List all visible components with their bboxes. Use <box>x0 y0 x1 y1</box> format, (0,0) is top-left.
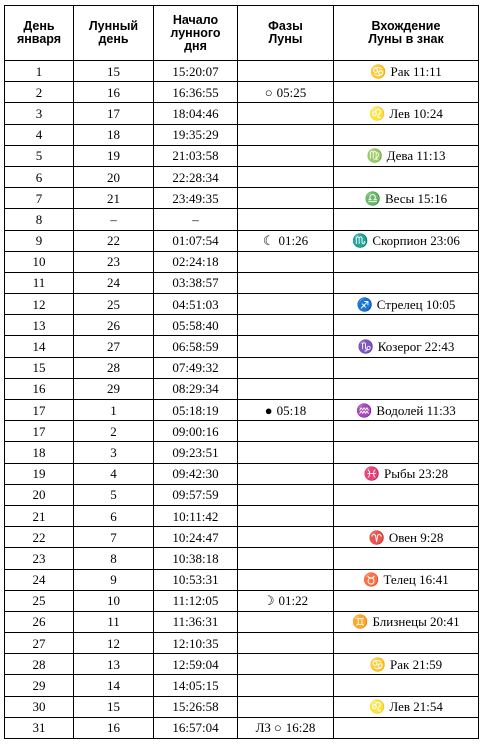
lunar-day-cell: 23 <box>74 251 154 272</box>
start-time-cell: 02:24:18 <box>154 251 238 272</box>
day-cell: 17 <box>5 400 74 421</box>
lunar-day-cell: 14 <box>74 675 154 696</box>
day-cell: 22 <box>5 527 74 548</box>
table-row <box>5 421 479 442</box>
sign-cell <box>334 230 479 251</box>
table-row <box>5 484 479 505</box>
day-cell: 8 <box>5 209 74 230</box>
start-time-cell: 12:10:35 <box>154 633 238 654</box>
sign-cell <box>334 378 479 399</box>
phase-cell <box>238 590 334 611</box>
table-row <box>5 124 479 145</box>
lunar-day-cell: 8 <box>74 548 154 569</box>
lunar-day-cell: 2 <box>74 421 154 442</box>
lunar-day-cell: 22 <box>74 230 154 251</box>
sign-entry-text: Козерог 22:43 <box>377 339 455 355</box>
start-time-cell: 16:57:04 <box>154 717 238 738</box>
sign-cell <box>334 166 479 187</box>
lunar-day-cell: 28 <box>74 357 154 378</box>
lunar-day-cell: – <box>74 209 154 230</box>
phase-cell <box>238 61 334 82</box>
start-time-cell: – <box>154 209 238 230</box>
header-lunar-day <box>74 6 154 61</box>
sign-cell <box>334 696 479 717</box>
table-row <box>5 336 479 357</box>
table-row <box>5 442 479 463</box>
start-time-cell: 09:42:30 <box>154 463 238 484</box>
sagittarius-icon: ♐ <box>356 296 373 312</box>
sign-cell <box>334 61 479 82</box>
start-time-cell: 07:49:32 <box>154 357 238 378</box>
sign-cell <box>334 569 479 590</box>
day-cell: 20 <box>5 484 74 505</box>
table-row <box>5 230 479 251</box>
sign-entry-text: Лев 21:54 <box>389 699 443 715</box>
table-row <box>5 675 479 696</box>
phase-cell <box>238 251 334 272</box>
sign-cell <box>334 484 479 505</box>
sign-entry-text: Водолей 11:33 <box>376 402 456 418</box>
lunar-day-cell: 4 <box>74 463 154 484</box>
lunar-day-cell: 21 <box>74 188 154 209</box>
pisces-icon: ♓ <box>363 466 380 482</box>
full-moon-icon: ○ <box>273 720 282 736</box>
lunar-day-cell: 24 <box>74 272 154 293</box>
day-cell: 30 <box>5 696 74 717</box>
header-line: День <box>23 19 55 33</box>
start-time-cell: 09:23:51 <box>154 442 238 463</box>
table-row <box>5 294 479 315</box>
start-time-cell: 09:57:59 <box>154 484 238 505</box>
phase-time: 05:18 <box>276 402 307 418</box>
start-time-cell: 18:04:46 <box>154 103 238 124</box>
start-time-cell: 15:26:58 <box>154 696 238 717</box>
lunar-day-cell: 26 <box>74 315 154 336</box>
sign-cell <box>334 124 479 145</box>
phase-cell <box>238 527 334 548</box>
phase-cell <box>238 124 334 145</box>
lunar-day-cell: 18 <box>74 124 154 145</box>
day-cell: 23 <box>5 548 74 569</box>
sign-entry-text: Телец 16:41 <box>383 572 449 588</box>
header-line: Луны <box>268 32 303 46</box>
day-cell: 14 <box>5 336 74 357</box>
header-line: Вхождение <box>371 19 441 33</box>
phase-cell <box>238 357 334 378</box>
table-row <box>5 548 479 569</box>
table-row <box>5 505 479 526</box>
day-cell: 21 <box>5 505 74 526</box>
header-lunar-day-start <box>154 6 238 61</box>
table-row <box>5 696 479 717</box>
scorpio-icon: ♏ <box>352 233 369 249</box>
day-cell: 29 <box>5 675 74 696</box>
table-row <box>5 103 479 124</box>
phase-cell <box>238 378 334 399</box>
start-time-cell: 16:36:55 <box>154 82 238 103</box>
sign-cell <box>334 590 479 611</box>
phase-cell <box>238 675 334 696</box>
day-cell: 27 <box>5 633 74 654</box>
cancer-icon: ♋ <box>370 63 387 79</box>
sign-cell <box>334 421 479 442</box>
lunar-day-cell: 10 <box>74 590 154 611</box>
phase-cell <box>238 611 334 632</box>
lunar-day-cell: 20 <box>74 166 154 187</box>
table-row <box>5 463 479 484</box>
sign-entry-text: Рак 11:11 <box>390 63 442 79</box>
table-row <box>5 166 479 187</box>
table-row <box>5 569 479 590</box>
day-cell: 18 <box>5 442 74 463</box>
phase-cell <box>238 166 334 187</box>
start-time-cell: 05:18:19 <box>154 400 238 421</box>
lunar-day-cell: 13 <box>74 654 154 675</box>
table-body <box>5 61 479 739</box>
phase-time: 01:22 <box>278 593 309 609</box>
day-cell: 6 <box>5 166 74 187</box>
day-cell: 24 <box>5 569 74 590</box>
cancer-icon: ♋ <box>369 656 386 672</box>
phase-cell <box>238 505 334 526</box>
start-time-cell: 22:28:34 <box>154 166 238 187</box>
lunar-day-cell: 15 <box>74 696 154 717</box>
day-cell: 19 <box>5 463 74 484</box>
table-row <box>5 590 479 611</box>
leo-icon: ♌ <box>369 699 386 715</box>
start-time-cell: 08:29:34 <box>154 378 238 399</box>
header-line: лунного <box>170 25 221 40</box>
libra-icon: ♎ <box>364 190 382 206</box>
sign-entry-text: Весы 15:16 <box>385 190 448 206</box>
table-row <box>5 209 479 230</box>
phase-cell <box>238 569 334 590</box>
sign-entry-text: Близнецы 20:41 <box>372 614 460 630</box>
capricorn-icon: ♑ <box>357 339 374 355</box>
lunar-day-cell: 5 <box>74 484 154 505</box>
table-row <box>5 188 479 209</box>
phase-time: 16:28 <box>285 720 316 736</box>
lunar-day-cell: 9 <box>74 569 154 590</box>
sign-entry-text: Рыбы 23:28 <box>384 466 449 482</box>
start-time-cell: 06:58:59 <box>154 336 238 357</box>
table-row <box>5 654 479 675</box>
header-line: Лунный <box>88 19 139 33</box>
table-row <box>5 145 479 166</box>
day-cell: 4 <box>5 124 74 145</box>
table-row <box>5 315 479 336</box>
start-time-cell: 10:24:47 <box>154 527 238 548</box>
day-cell: 2 <box>5 82 74 103</box>
sign-cell <box>334 336 479 357</box>
phase-cell <box>238 82 334 103</box>
header-row <box>5 6 479 61</box>
start-time-cell: 15:20:07 <box>154 61 238 82</box>
sign-cell <box>334 82 479 103</box>
phase-cell <box>238 463 334 484</box>
leo-icon: ♌ <box>369 105 386 121</box>
day-cell: 11 <box>5 272 74 293</box>
sign-cell <box>334 315 479 336</box>
table-row <box>5 82 479 103</box>
phase-cell <box>238 336 334 357</box>
start-time-cell: 09:00:16 <box>154 421 238 442</box>
phase-cell <box>238 442 334 463</box>
sign-cell <box>334 463 479 484</box>
sign-entry-text: Стрелец 10:05 <box>376 296 456 312</box>
lunar-day-cell: 25 <box>74 294 154 315</box>
header-line: день <box>98 32 129 46</box>
day-cell: 28 <box>5 654 74 675</box>
header-line: января <box>16 32 62 46</box>
start-time-cell: 23:49:35 <box>154 188 238 209</box>
sign-cell <box>334 442 479 463</box>
start-time-cell: 11:36:31 <box>154 611 238 632</box>
lunar-day-cell: 27 <box>74 336 154 357</box>
day-cell: 26 <box>5 611 74 632</box>
sign-cell <box>334 611 479 632</box>
day-cell: 15 <box>5 357 74 378</box>
sign-cell <box>334 505 479 526</box>
start-time-cell: 10:38:18 <box>154 548 238 569</box>
lunar-day-cell: 11 <box>74 611 154 632</box>
table-row <box>5 400 479 421</box>
sign-entry-text: Лев 10:24 <box>389 105 443 121</box>
lunar-day-cell: 19 <box>74 145 154 166</box>
sign-cell <box>334 357 479 378</box>
day-cell: 1 <box>5 61 74 82</box>
virgo-icon: ♍ <box>366 148 383 164</box>
sign-cell <box>334 654 479 675</box>
phase-cell <box>238 717 334 738</box>
aquarius-icon: ♒ <box>356 402 373 418</box>
taurus-icon: ♉ <box>363 572 380 588</box>
sign-cell <box>334 633 479 654</box>
sign-cell <box>334 294 479 315</box>
phase-cell <box>238 548 334 569</box>
sign-cell <box>334 548 479 569</box>
header-day-of-january <box>5 6 74 61</box>
new-moon-icon: ● <box>264 402 273 418</box>
lunar-calendar-table <box>4 5 479 739</box>
start-time-cell: 11:12:05 <box>154 590 238 611</box>
lunar-day-cell: 1 <box>74 400 154 421</box>
table-row <box>5 378 479 399</box>
start-time-cell: 10:53:31 <box>154 569 238 590</box>
day-cell: 7 <box>5 188 74 209</box>
header-moon-sign-entry <box>334 6 479 61</box>
sign-cell <box>334 188 479 209</box>
day-cell: 13 <box>5 315 74 336</box>
header-line: Начало <box>172 12 219 27</box>
sign-entry-text: Овен 9:28 <box>388 529 444 545</box>
start-time-cell: 04:51:03 <box>154 294 238 315</box>
table-row <box>5 717 479 738</box>
phase-cell <box>238 696 334 717</box>
phase-cell <box>238 272 334 293</box>
lunar-day-cell: 6 <box>74 505 154 526</box>
start-time-cell: 21:03:58 <box>154 145 238 166</box>
phase-cell <box>238 484 334 505</box>
table-row <box>5 251 479 272</box>
day-cell: 3 <box>5 103 74 124</box>
lunar-day-cell: 15 <box>74 61 154 82</box>
sign-cell <box>334 272 479 293</box>
sign-entry-text: Дева 11:13 <box>386 148 446 164</box>
day-cell: 31 <box>5 717 74 738</box>
table-header <box>5 6 479 61</box>
sign-cell <box>334 675 479 696</box>
header-line: Фазы <box>268 19 303 33</box>
gemini-icon: ♊ <box>352 614 369 630</box>
phase-cell <box>238 654 334 675</box>
phase-time: 05:25 <box>276 84 307 100</box>
table-row <box>5 61 479 82</box>
start-time-cell: 10:11:42 <box>154 505 238 526</box>
lunar-day-cell: 17 <box>74 103 154 124</box>
table-row <box>5 611 479 632</box>
start-time-cell: 05:58:40 <box>154 315 238 336</box>
day-cell: 16 <box>5 378 74 399</box>
phase-prefix: ЛЗ <box>255 720 271 736</box>
phase-cell <box>238 209 334 230</box>
phase-cell <box>238 145 334 166</box>
phase-cell <box>238 633 334 654</box>
phase-time: 01:26 <box>278 233 309 249</box>
header-line: Луны в знак <box>368 32 444 46</box>
sign-cell <box>334 251 479 272</box>
sign-cell <box>334 209 479 230</box>
phase-cell <box>238 103 334 124</box>
sign-cell <box>334 717 479 738</box>
day-cell: 5 <box>5 145 74 166</box>
full-moon-icon: ○ <box>264 84 273 100</box>
lunar-day-cell: 29 <box>74 378 154 399</box>
table-row <box>5 272 479 293</box>
lunar-day-cell: 16 <box>74 717 154 738</box>
start-time-cell: 03:38:57 <box>154 272 238 293</box>
lunar-day-cell: 7 <box>74 527 154 548</box>
lunar-day-cell: 3 <box>74 442 154 463</box>
day-cell: 25 <box>5 590 74 611</box>
start-time-cell: 19:35:29 <box>154 124 238 145</box>
sign-entry-text: Рак 21:59 <box>390 656 443 672</box>
phase-cell <box>238 400 334 421</box>
day-cell: 12 <box>5 294 74 315</box>
start-time-cell: 01:07:54 <box>154 230 238 251</box>
last-quarter-moon-icon: ☾ <box>262 233 275 249</box>
lunar-day-cell: 16 <box>74 82 154 103</box>
lunar-day-cell: 12 <box>74 633 154 654</box>
aries-icon: ♈ <box>368 529 385 545</box>
phase-cell <box>238 294 334 315</box>
phase-cell <box>238 315 334 336</box>
sign-cell <box>334 145 479 166</box>
sign-entry-text: Скорпион 23:06 <box>372 233 460 249</box>
first-quarter-moon-icon: ☽ <box>262 593 275 609</box>
sign-cell <box>334 400 479 421</box>
table-row <box>5 527 479 548</box>
day-cell: 17 <box>5 421 74 442</box>
header-line: дня <box>184 38 207 53</box>
header-moon-phases <box>238 6 334 61</box>
start-time-cell: 14:05:15 <box>154 675 238 696</box>
table-row <box>5 633 479 654</box>
phase-cell <box>238 230 334 251</box>
day-cell: 9 <box>5 230 74 251</box>
start-time-cell: 12:59:04 <box>154 654 238 675</box>
phase-cell <box>238 421 334 442</box>
phase-cell <box>238 188 334 209</box>
sign-cell <box>334 103 479 124</box>
table-row <box>5 357 479 378</box>
sign-cell <box>334 527 479 548</box>
day-cell: 10 <box>5 251 74 272</box>
